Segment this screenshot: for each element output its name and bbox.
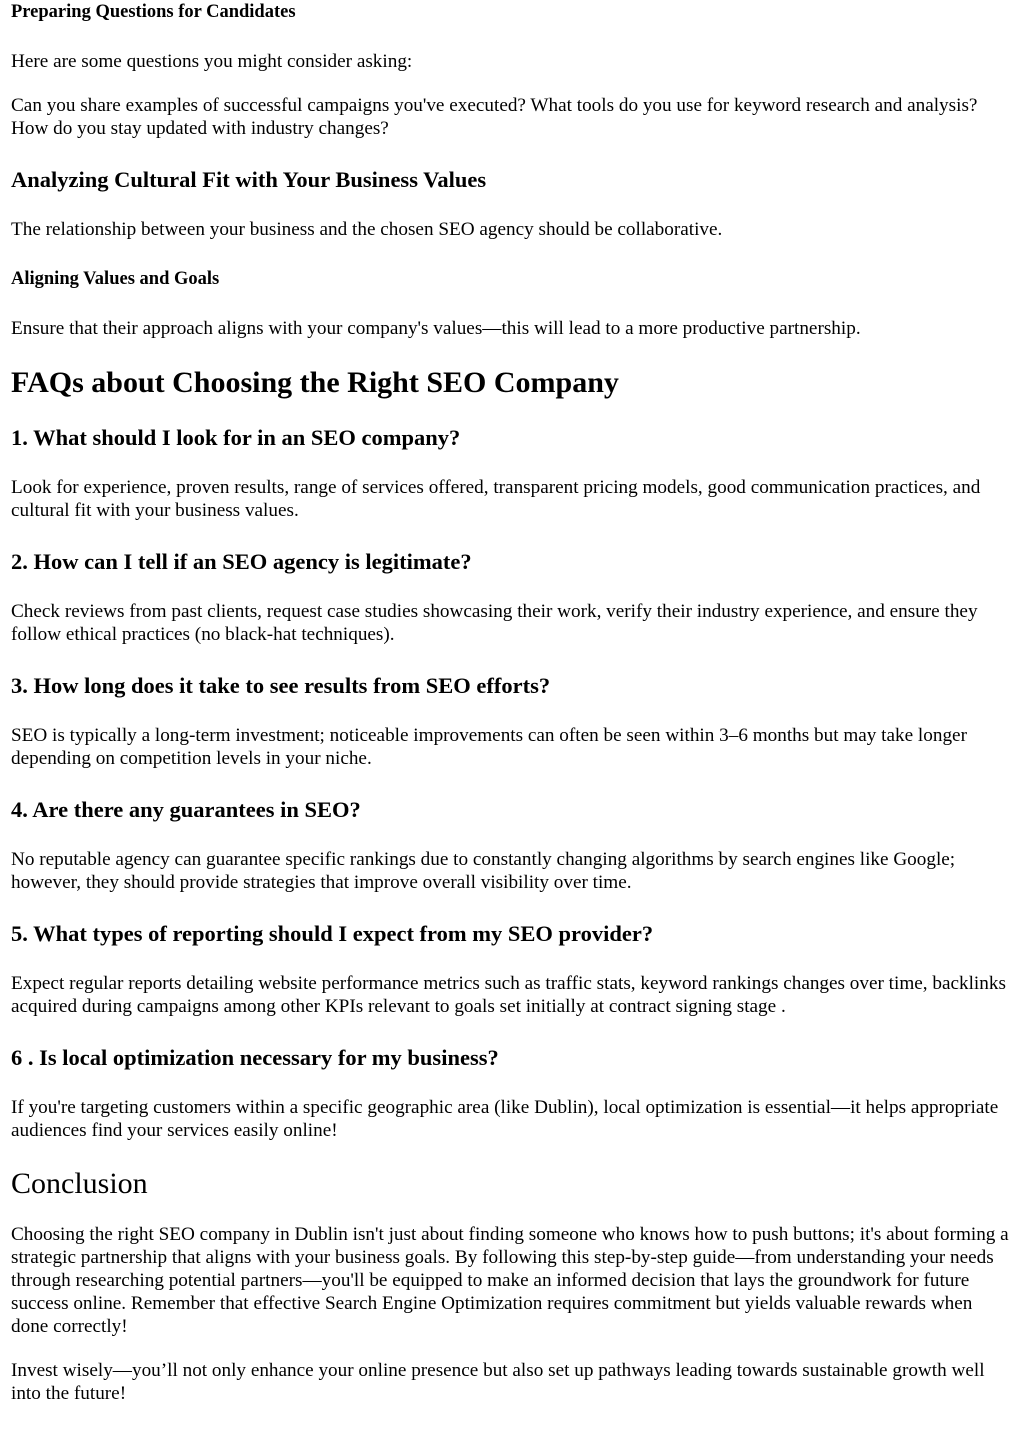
- faq-question-2: 2. How can I tell if an SEO agency is legitimate?: [11, 549, 472, 574]
- faq-question-4: 4. Are there any guarantees in SEO?: [11, 797, 361, 822]
- faq-question-5: 5. What types of reporting should I expect from my SEO provider?: [11, 921, 654, 946]
- faq-answer-4: No reputable agency can guarantee specific rankings due to constantly changing algorithms by search engines like Google; however, they should provide strategies that improve overall visibility over time.: [11, 849, 956, 893]
- cultural-heading: Analyzing Cultural Fit with Your Business Values: [11, 167, 487, 192]
- preparing-intro: Here are some questions you might consider asking:: [11, 51, 413, 72]
- faq-question-3: 3. How long does it take to see results from SEO efforts?: [11, 673, 551, 698]
- preparing-questions: Can you share examples of successful campaigns you've executed? What tools do you use for keyword research and analysis? How do you stay updated with industry changes?: [11, 95, 978, 139]
- faq-answer-1: Look for experience, proven results, range of services offered, transparent pricing models, good communication practices, and cultural fit with your business values.: [11, 477, 981, 521]
- aligning-text: Ensure that their approach aligns with your company's values—this will lead to a more productive partnership.: [11, 318, 861, 339]
- faq-heading: FAQs about Choosing the Right SEO Company: [11, 366, 619, 399]
- conclusion-paragraph-2: Invest wisely—you’ll not only enhance your online presence but also set up pathways leading towards sustainable growth well into the future!: [11, 1360, 985, 1404]
- document-page: [0, 1, 1024, 1405]
- cultural-text: The relationship between your business and the chosen SEO agency should be collaborative.: [11, 219, 723, 240]
- faq-answer-2: Check reviews from past clients, request case studies showcasing their work, verify their industry experience, and ensure they follow ethical practices (no black-hat techniques).: [11, 601, 978, 645]
- faq-answer-5: Expect regular reports detailing website performance metrics such as traffic stats, keyword rankings changes over time, backlinks acquired during campaigns among other KPIs relevant to goals set initially at contract signing stage .: [11, 973, 1006, 1017]
- faq-answer-6: If you're targeting customers within a specific geographic area (like Dublin), local optimization is essential—it helps appropriate audiences find your services easily online!: [11, 1097, 999, 1141]
- aligning-heading: Aligning Values and Goals: [11, 269, 220, 289]
- faq-question-1: 1. What should I look for in an SEO company?: [11, 425, 461, 450]
- faq-question-6: 6 . Is local optimization necessary for my business?: [11, 1045, 499, 1070]
- faq-answer-3: SEO is typically a long-term investment; noticeable improvements can often be seen within 3–6 months but may take longer depending on competition levels in your niche.: [11, 725, 967, 769]
- conclusion-heading: Conclusion: [11, 1167, 148, 1200]
- preparing-heading: Preparing Questions for Candidates: [11, 2, 296, 22]
- conclusion-paragraph-1: Choosing the right SEO company in Dublin isn't just about finding someone who knows how to push buttons; it's about forming a strategic partnership that aligns with your business goals. By following this step-by-step guide—from understanding your needs through researching potential partners—you'll be equipped to make an informed decision that lays the groundwork for future success online. Remember that effective Search Engine Optimization requires commitment but yields valuable rewards when done correctly!: [11, 1224, 1009, 1337]
